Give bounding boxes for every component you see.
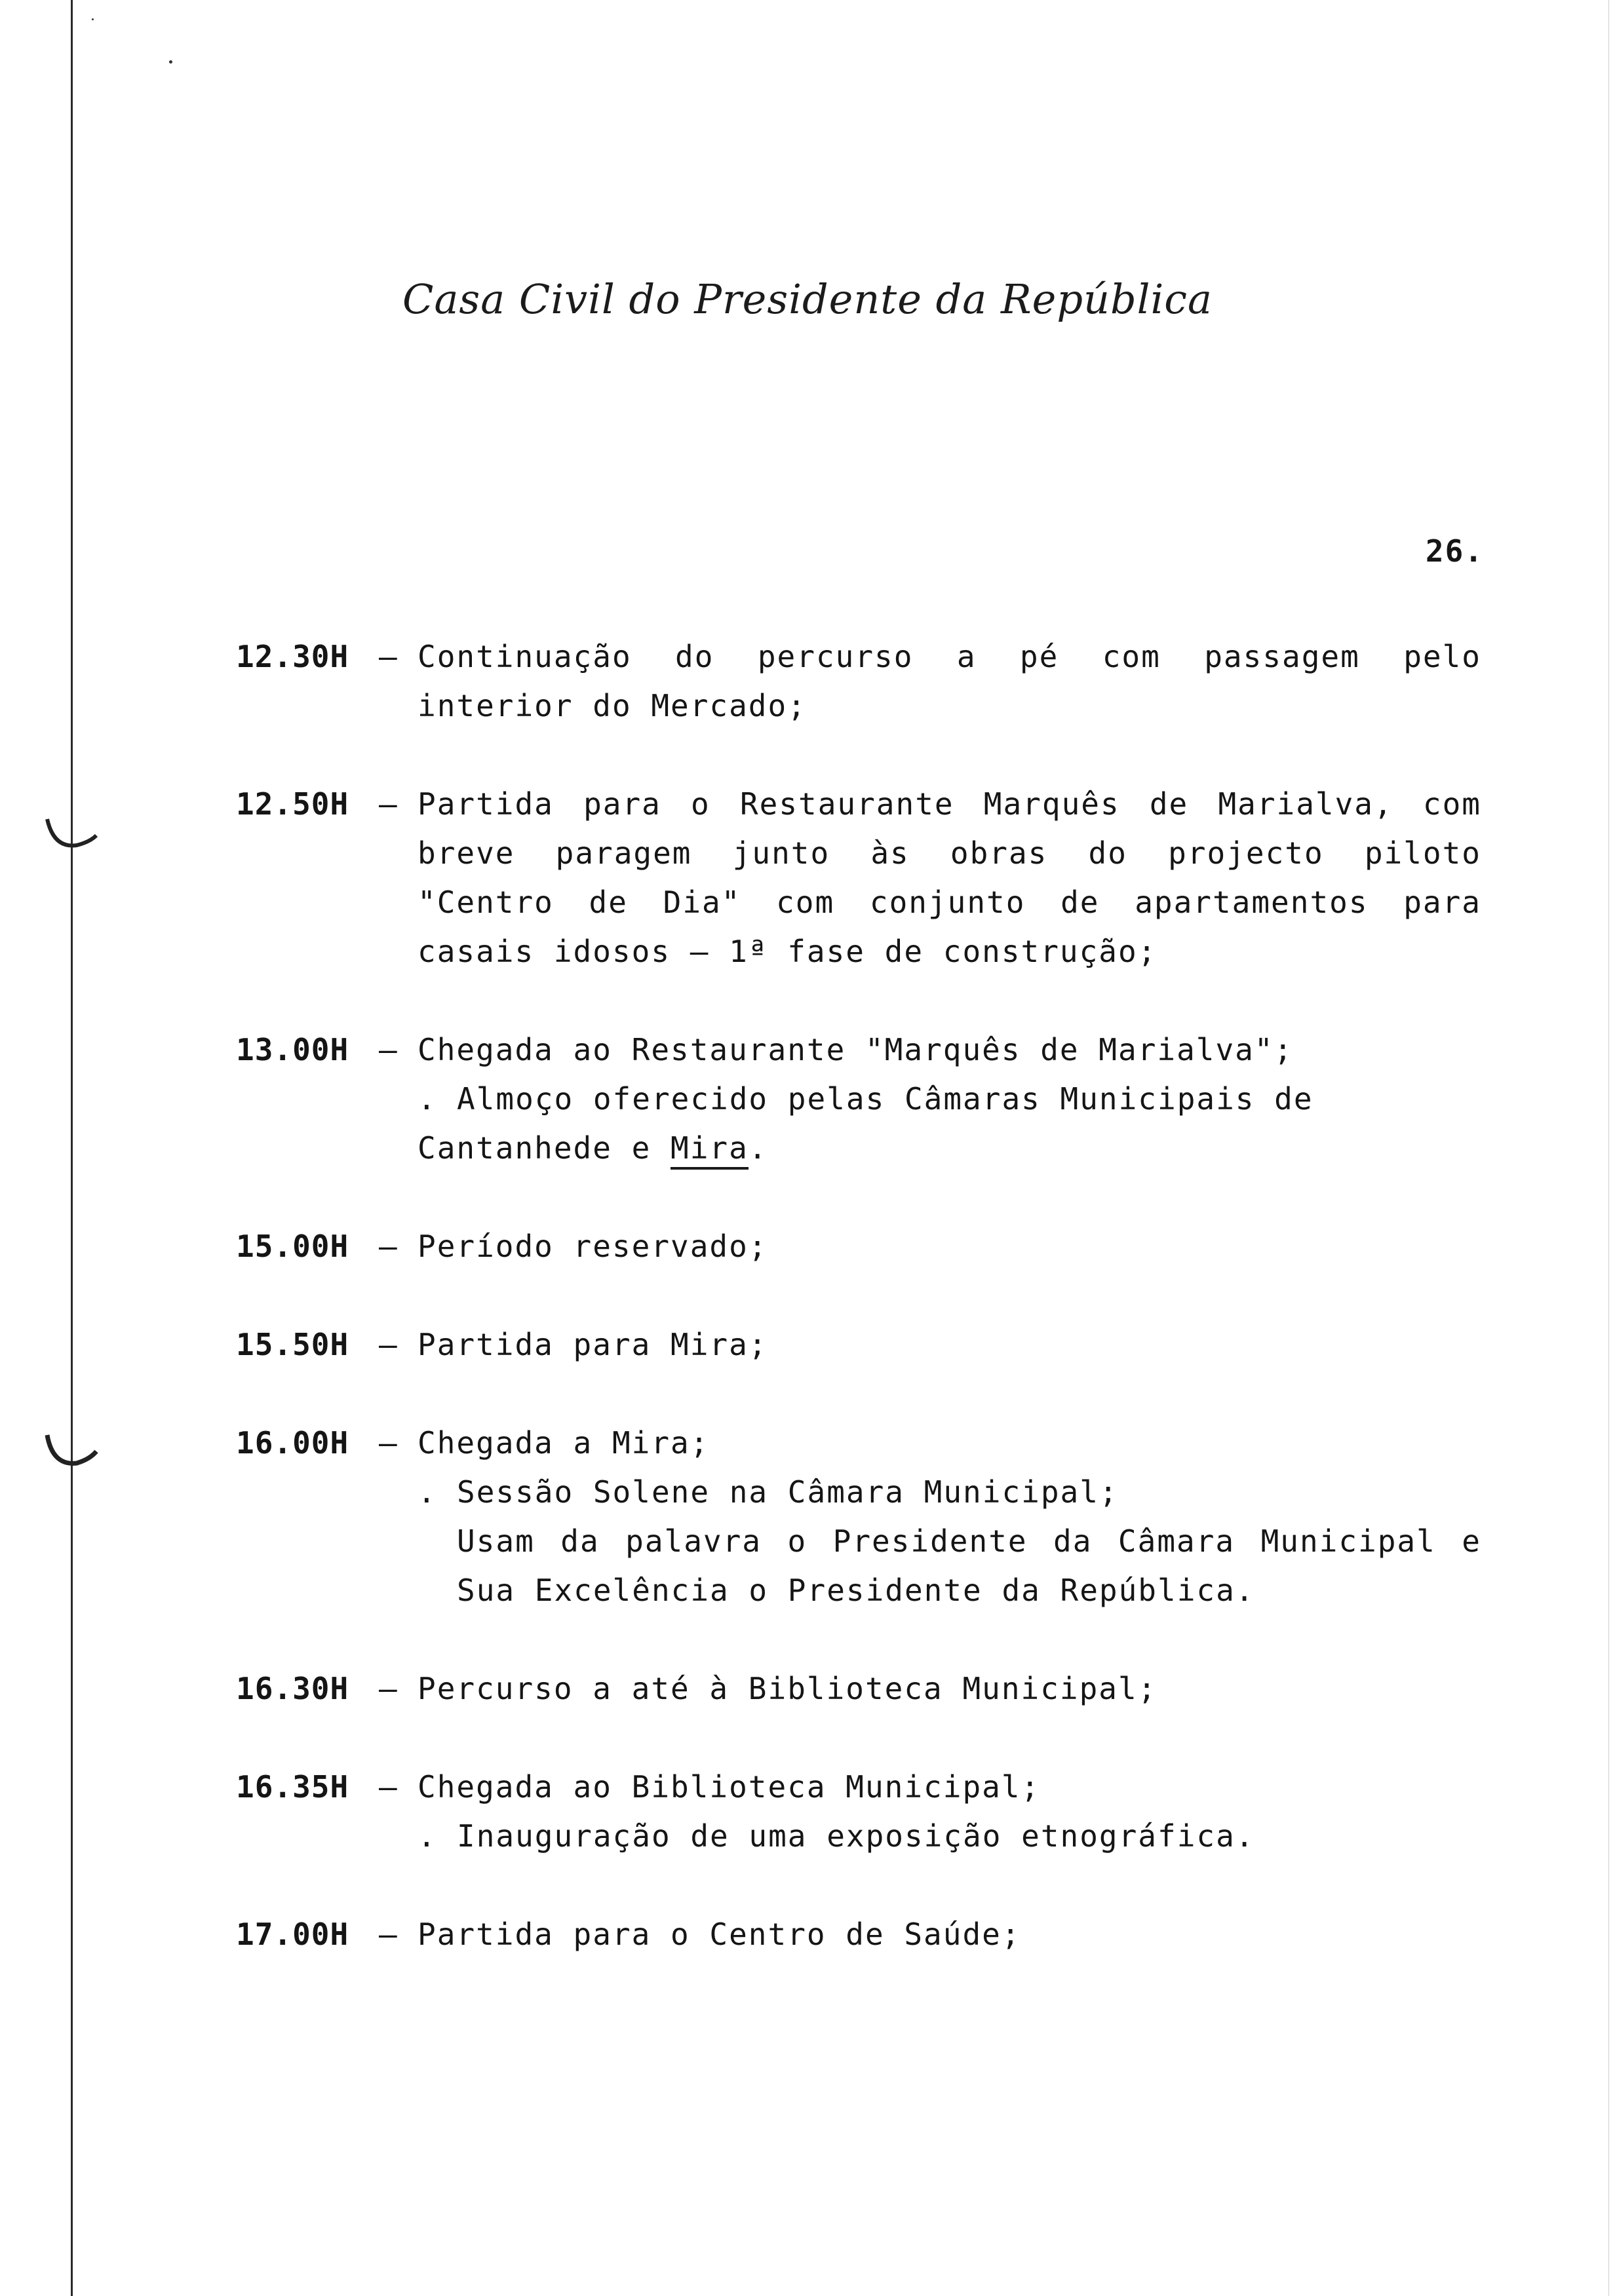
schedule-list xyxy=(236,632,1481,2008)
entry-time: 12.30H xyxy=(236,639,349,674)
sub-item-text: Sessão Solene na Câmara Municipal; xyxy=(457,1474,1119,1510)
entry-text: Chegada a Mira; xyxy=(418,1425,710,1461)
entry-text: Continuação do percurso a pé com passagem pelo interior do Mercado; xyxy=(418,639,1481,723)
bullet-dot: . xyxy=(418,1081,437,1117)
binder-hole-mark-bottom xyxy=(41,1425,100,1478)
schedule-entry xyxy=(236,1664,1481,1713)
entry-dash: – xyxy=(379,1327,397,1362)
schedule-entry xyxy=(236,1320,1481,1369)
binder-hole-mark-top xyxy=(41,809,100,862)
entry-text: Chegada ao Restaurante "Marquês de Marialva"; xyxy=(418,1032,1294,1067)
schedule-entry xyxy=(236,1419,1481,1615)
entry-dash: – xyxy=(379,1032,397,1067)
right-edge-line xyxy=(1608,0,1609,2296)
entry-dash: – xyxy=(379,1229,397,1264)
entry-time: 16.30H xyxy=(236,1671,349,1706)
entry-time: 16.00H xyxy=(236,1425,349,1461)
schedule-entry xyxy=(236,1222,1481,1271)
sub-item-text: Inauguração de uma exposição etnográfica. xyxy=(457,1818,1255,1854)
entry-time: 17.00H xyxy=(236,1917,349,1952)
ink-speck xyxy=(169,60,172,64)
entry-dash: – xyxy=(379,1425,397,1461)
bullet-dot: . xyxy=(418,1818,437,1854)
schedule-entry xyxy=(236,1763,1481,1861)
ink-speck xyxy=(92,18,94,20)
entry-text: Partida para Mira; xyxy=(418,1327,768,1362)
sub-item-continuation: Usam da palavra o Presidente da Câmara Municipal e Sua Excelência o Presidente da República. xyxy=(457,1523,1481,1608)
schedule-entry xyxy=(236,1910,1481,1959)
entry-text: Partida para o Centro de Saúde; xyxy=(418,1917,1021,1952)
entry-time: 15.00H xyxy=(236,1229,349,1264)
entry-text: Chegada ao Biblioteca Municipal; xyxy=(418,1769,1041,1805)
entry-sub-item xyxy=(418,1075,1481,1173)
page-number: 26. xyxy=(1425,533,1484,569)
entry-text: Partida para o Restaurante Marquês de Marialva, com breve paragem junto às obras do projecto piloto "Centro de Dia" com conjunto de apartamentos para casais idosos – 1ª fase de construção; xyxy=(418,786,1481,969)
sub-item-text: Almoço oferecido pelas Câmaras Municipais de Cantanhede e xyxy=(418,1081,1313,1166)
entry-dash: – xyxy=(379,1671,397,1706)
left-margin-line xyxy=(71,0,73,2296)
entry-dash: – xyxy=(379,639,397,674)
entry-dash: – xyxy=(379,1917,397,1952)
entry-text: Período reservado; xyxy=(418,1229,768,1264)
entry-time: 16.35H xyxy=(236,1769,349,1805)
entry-sub-item xyxy=(418,1812,1481,1861)
schedule-entry xyxy=(236,780,1481,976)
schedule-entry xyxy=(236,632,1481,731)
entry-dash: – xyxy=(379,1769,397,1805)
sub-item-punctuation: . xyxy=(748,1130,768,1166)
entry-text: Percurso a até à Biblioteca Municipal; xyxy=(418,1671,1158,1706)
entry-time: 15.50H xyxy=(236,1327,349,1362)
bullet-dot: . xyxy=(418,1474,437,1510)
entry-dash: – xyxy=(379,786,397,822)
entry-sub-item xyxy=(418,1468,1481,1615)
underlined-word: Mira xyxy=(671,1130,749,1170)
entry-time: 13.00H xyxy=(236,1032,349,1067)
schedule-entry xyxy=(236,1025,1481,1173)
entry-time: 12.50H xyxy=(236,786,349,822)
letterhead-title: Casa Civil do Presidente da República xyxy=(402,275,1213,323)
